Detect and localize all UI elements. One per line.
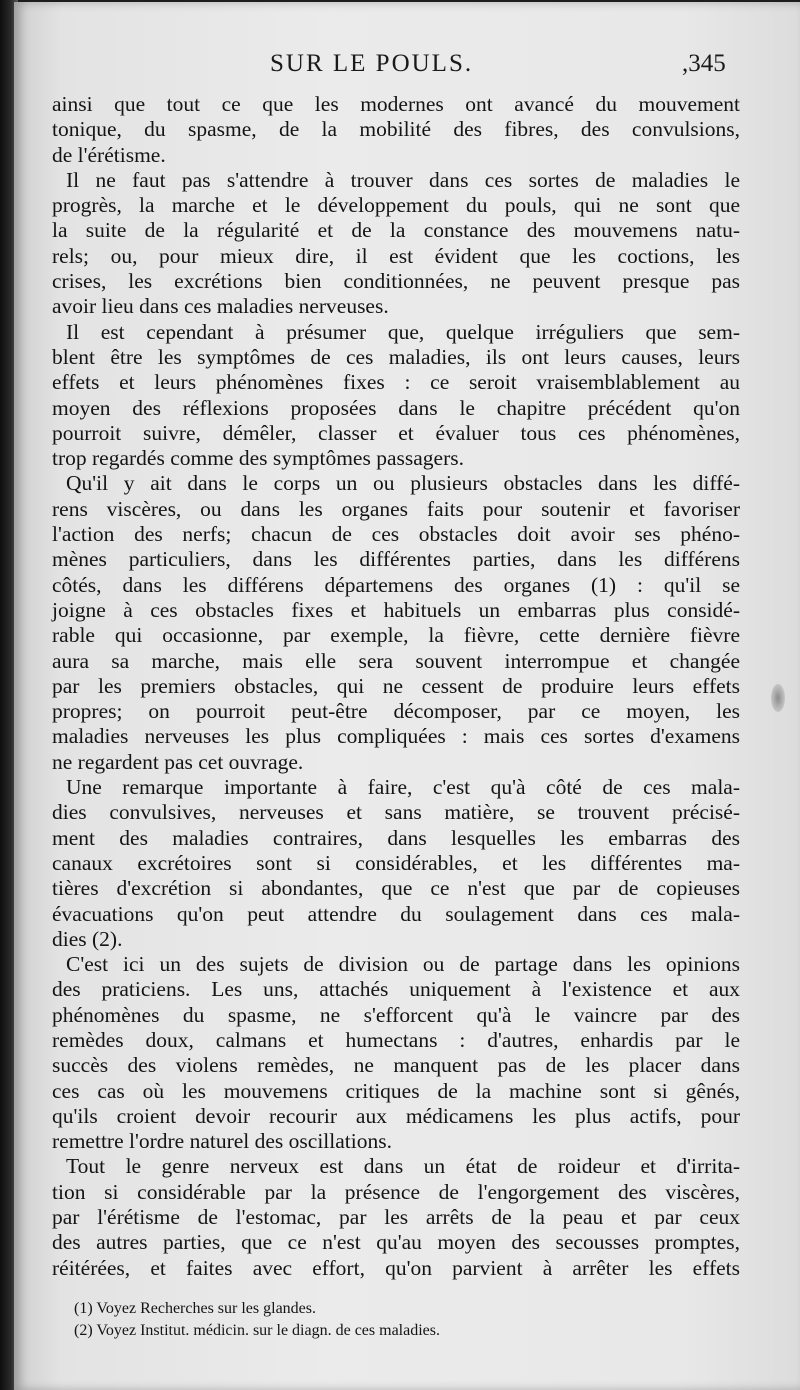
text-line: par l'érétisme de l'estomac, par les arrêts de la peau et par ceux: [52, 1205, 740, 1230]
text-line: l'action des nerfs; chacun de ces obstacles doit avoir ses phéno-: [52, 522, 740, 547]
footnote: (1) Voyez Recherches sur les glandes.: [74, 1300, 316, 1317]
text-line: rens viscères, ou dans les organes faits pour soutenir et favoriser: [52, 496, 740, 521]
text-line: succès des violens remèdes, ne manquent pas de les placer dans: [52, 1053, 740, 1078]
text-line: avoir lieu dans ces maladies nerveuses.: [52, 294, 389, 319]
text-line: Il est cependant à présumer que, quelque irréguliers que sem-: [66, 319, 740, 344]
text-line: ces cas où les mouvemens critiques de la machine sont si gênés,: [52, 1078, 740, 1103]
footnote: (2) Voyez Institut. médicin. sur le diagn. de ces maladies.: [74, 1322, 440, 1339]
text-line: des praticiens. Les uns, attachés uniquement à l'existence et aux: [52, 977, 740, 1002]
text-line: Une remarque importante à faire, c'est qu'à côté de ces mala-: [66, 775, 740, 800]
text-line: C'est ici un des sujets de division ou de partage dans les opinions: [66, 952, 740, 977]
text-line: ne regardent pas cet ouvrage.: [52, 749, 304, 774]
text-line: réitérées, et faites avec effort, qu'on parvient à arrêter les effets: [52, 1255, 740, 1280]
text-line: trop regardés comme des symptômes passagers.: [52, 446, 464, 471]
text-line: qu'ils croient devoir recourir aux médicamens les plus actifs, pour: [52, 1103, 740, 1128]
text-line: blent être les symptômes de ces maladies, ils ont leurs causes, leurs: [52, 344, 740, 369]
text-line: effets et leurs phénomènes fixes : ce seroit vraisemblablement au: [52, 370, 740, 395]
text-line: dies (2).: [52, 926, 123, 951]
body-text: [52, 92, 740, 1281]
text-line: Qu'il y ait dans le corps un ou plusieurs obstacles dans les diffé-: [66, 471, 740, 496]
text-line: pourroit suivre, démêler, classer et évaluer tous ces phénomènes,: [52, 420, 740, 445]
footnotes: [74, 1298, 634, 1342]
text-line: aura sa marche, mais elle sera souvent interrompue et changée: [52, 648, 740, 673]
text-line: la suite de la régularité et de la constance des mouvemens natu-: [52, 218, 740, 243]
text-line: canaux excrétoires sont si considérables, et les différentes ma-: [52, 850, 740, 875]
text-line: rels; ou, pour mieux dire, il est évident que les coctions, les: [52, 243, 740, 268]
text-line: mènes particuliers, dans les différentes parties, dans les différens: [52, 547, 740, 572]
text-line: progrès, la marche et le développement du pouls, qui ne sont que: [52, 193, 740, 218]
paper-stain: [771, 684, 785, 712]
text-line: moyen des réflexions proposées dans le chapitre précédent qu'on: [52, 395, 740, 420]
text-line: remèdes doux, calmans et humectans : d'autres, enhardis par le: [52, 1027, 740, 1052]
text-line: tonique, du spasme, de la mobilité des fibres, des convulsions,: [52, 117, 740, 142]
text-line: crises, les excrétions bien conditionnées, ne peuvent presque pas: [52, 269, 740, 294]
book-page: [14, 2, 800, 1390]
text-line: rable qui occasionne, par exemple, la fièvre, cette dernière fièvre: [52, 623, 740, 648]
text-line: ainsi que tout ce que les modernes ont avancé du mouvement: [52, 92, 740, 116]
text-line: Il ne faut pas s'attendre à trouver dans ces sortes de maladies le: [66, 167, 740, 192]
text-line: dies convulsives, nerveuses et sans matière, se trouvent précisé-: [52, 800, 740, 825]
text-line: Tout le genre nerveux est dans un état de roideur et d'irrita-: [66, 1154, 740, 1179]
text-line: évacuations qu'on peut attendre du soulagement dans ces mala-: [52, 901, 740, 926]
text-line: propres; on pourroit peut-être décomposer, par ce moyen, les: [52, 699, 740, 724]
text-line: tion si considérable par la présence de l'engorgement des viscères,: [52, 1179, 740, 1204]
text-line: de l'érétisme.: [52, 142, 166, 167]
text-line: ment des maladies contraires, dans lesquelles les embarras des: [52, 825, 740, 850]
running-head: [14, 46, 800, 86]
text-line: joigne à ces obstacles fixes et habituels un embarras plus considé-: [52, 597, 740, 622]
text-line: par les premiers obstacles, qui ne cessent de produire leurs effets: [52, 673, 740, 698]
page-number: ,345: [682, 50, 726, 77]
text-line: des autres parties, que ce n'est qu'au moyen des secousses promptes,: [52, 1230, 740, 1255]
text-line: phénomènes du spasme, ne s'efforcent qu'à le vaincre par des: [52, 1002, 740, 1027]
text-line: remettre l'ordre naturel des oscillations.: [52, 1129, 392, 1154]
page-title: SUR LE POULS.: [270, 50, 474, 77]
text-line: tières d'excrétion si abondantes, que ce n'est que par de copieuses: [52, 876, 740, 901]
text-line: maladies nerveuses les plus compliquées : mais ces sortes d'examens: [52, 724, 740, 749]
text-line: côtés, dans les différens départemens des organes (1) : qu'il se: [52, 572, 740, 597]
